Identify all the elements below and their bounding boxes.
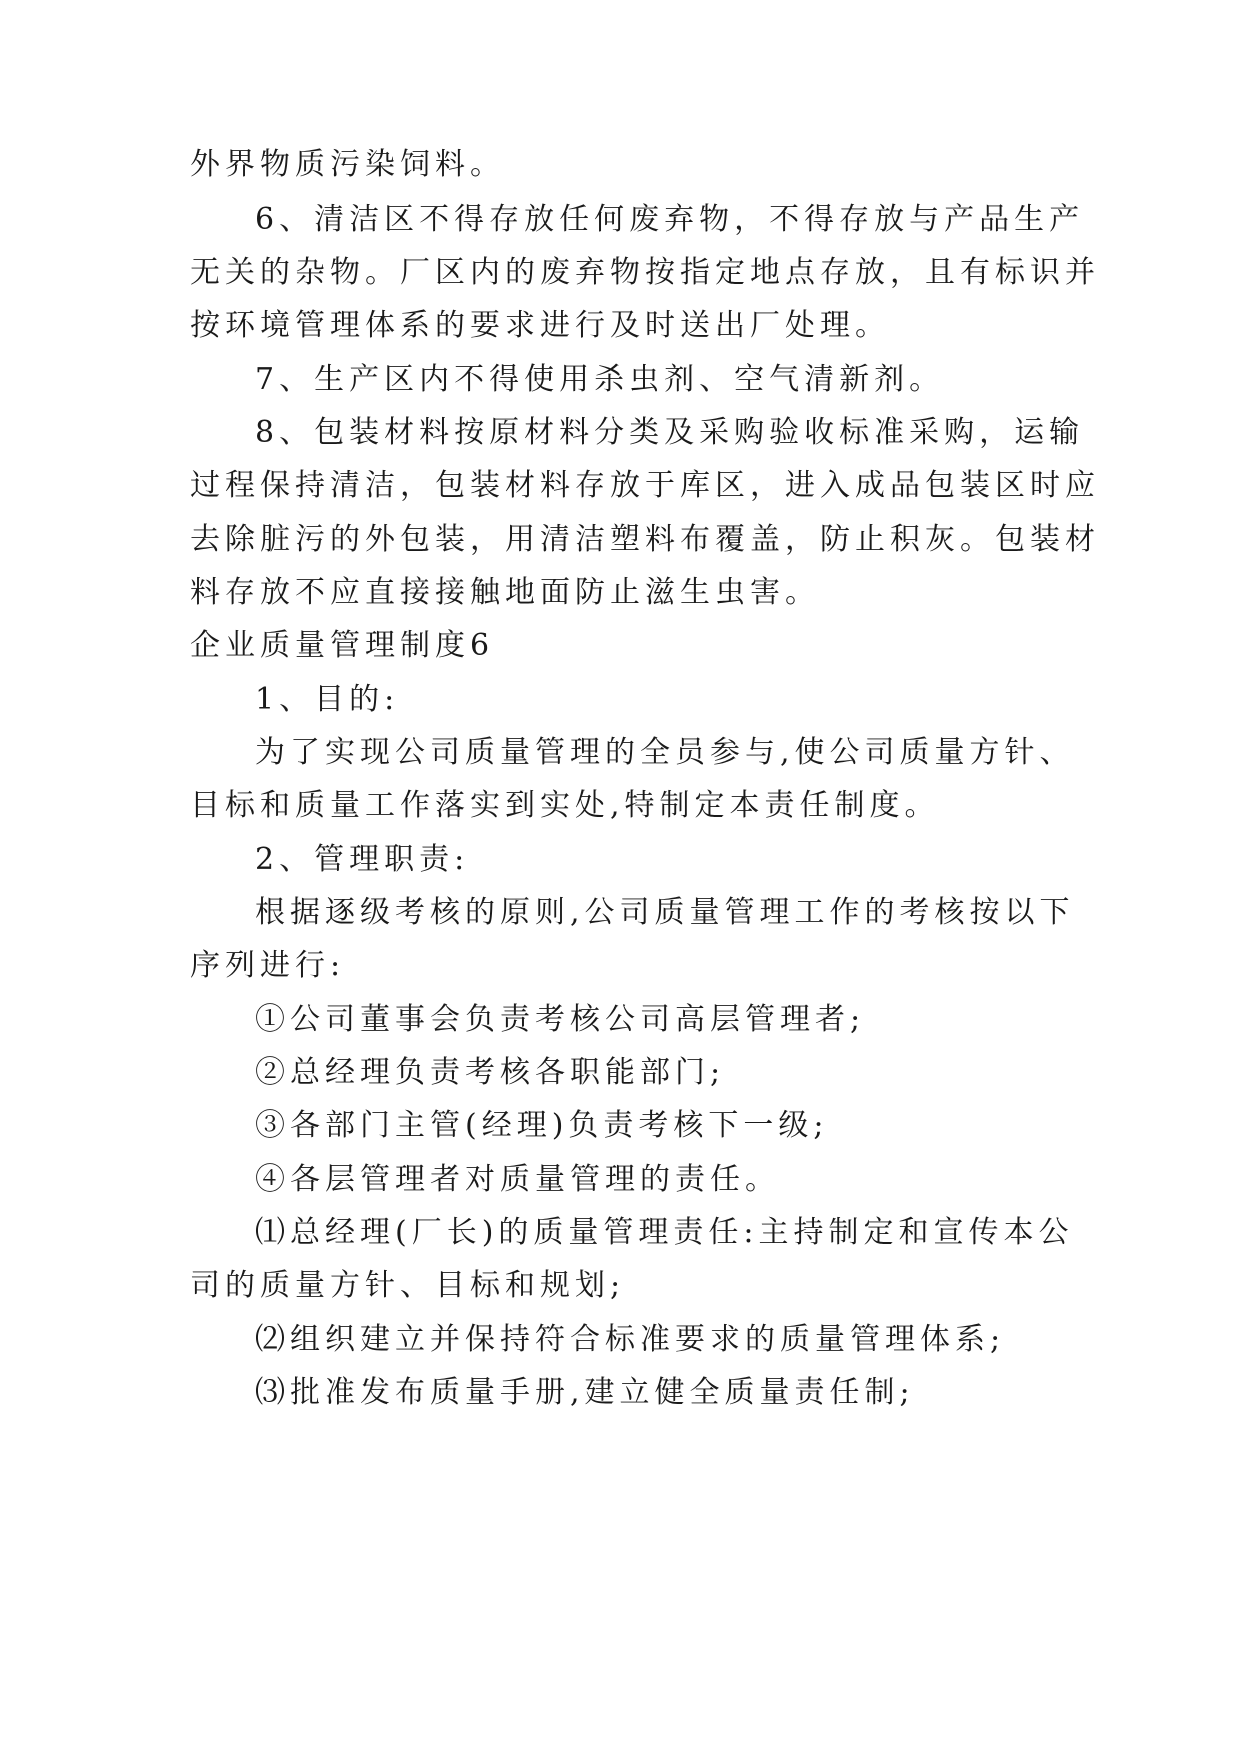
text-line: 2、管理职责: [255,842,470,877]
text-line: 去除脏污的外包装，用清洁塑料布覆盖，防止积灰。包装材 [190,522,1100,557]
text-line: ⑵组织建立并保持符合标准要求的质量管理体系; [255,1322,1006,1357]
text-line: 料存放不应直接接触地面防止滋生虫害。 [190,575,820,610]
text-line: 7、生产区内不得使用杀虫剂、空气清新剂。 [255,362,945,397]
text-line: 目标和质量工作落实到实处,特制定本责任制度。 [190,788,940,823]
text-line: 司的质量方针、目标和规划; [190,1268,626,1303]
text-line: 为了实现公司质量管理的全员参与,使公司质量方针、 [255,735,1075,770]
text-line: 序列进行: [190,948,346,983]
text-line: 按环境管理体系的要求进行及时送出厂处理。 [190,308,890,343]
section-heading: 企业质量管理制度6 [190,628,495,663]
text-line: ①公司董事会负责考核公司高层管理者; [255,1002,866,1037]
text-line: ⑶批准发布质量手册,建立健全质量责任制; [255,1375,915,1410]
text-line: 1、目的: [255,682,400,717]
text-line: ②总经理负责考核各职能部门; [255,1055,726,1090]
text-line: 8、包装材料按原材料分类及采购验收标准采购，运输 [255,415,1085,450]
text-line: ⑴总经理(厂长)的质量管理责任:主持制定和宣传本公 [255,1215,1074,1250]
text-line: 外界物质污染饲料。 [190,147,505,182]
text-line: 无关的杂物。厂区内的废弃物按指定地点存放，且有标识并 [190,255,1100,290]
text-line: 6、清洁区不得存放任何废弃物，不得存放与产品生产 [255,202,1085,237]
text-line: ③各部门主管(经理)负责考核下一级; [255,1108,829,1143]
text-line: 过程保持清洁，包装材料存放于库区，进入成品包装区时应 [190,468,1100,503]
text-line: 根据逐级考核的原则,公司质量管理工作的考核按以下 [255,895,1075,930]
text-line: ④各层管理者对质量管理的责任。 [255,1162,780,1197]
